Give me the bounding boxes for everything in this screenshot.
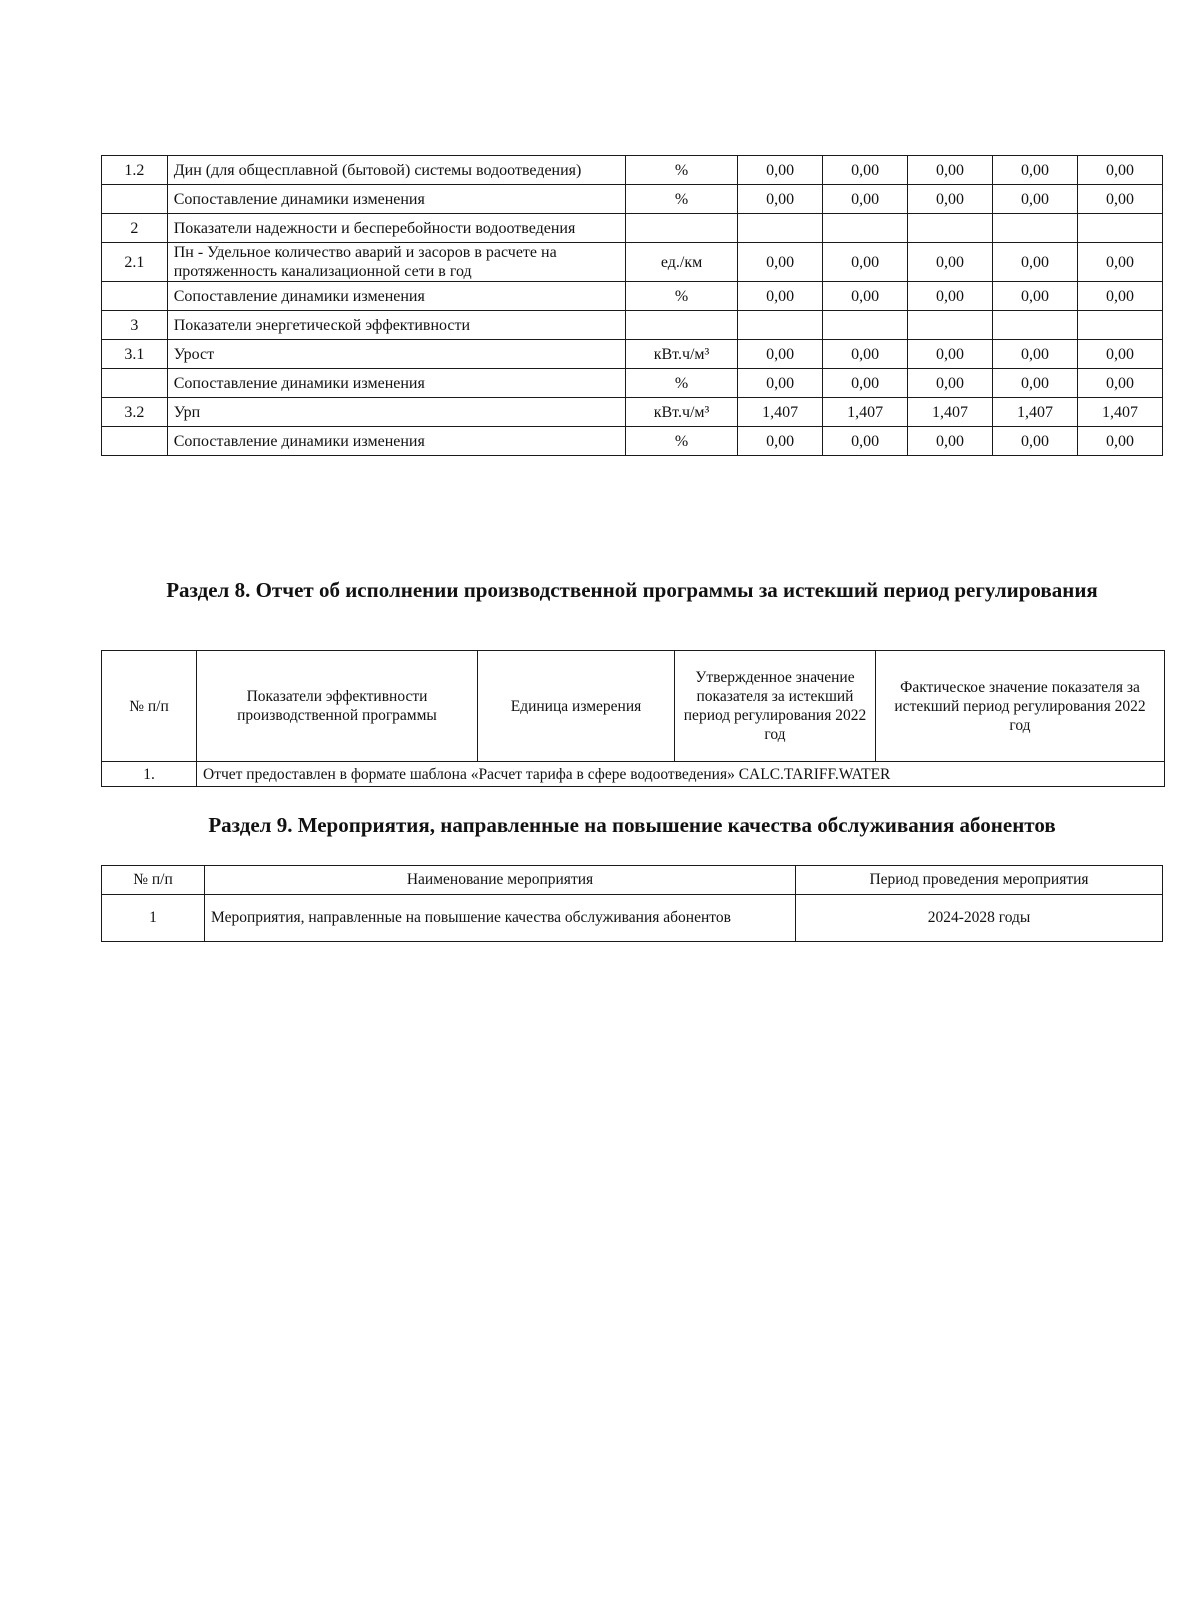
indicator-name: Сопоставление динамики изменения (167, 185, 625, 214)
value-cell: 0,00 (993, 185, 1078, 214)
section-8-header-indicator: Показатели эффективности производственной программы (197, 651, 478, 762)
value-cell (993, 214, 1078, 243)
value-cell: 1,407 (823, 398, 908, 427)
row-number (102, 185, 168, 214)
value-cell: 0,00 (1077, 369, 1162, 398)
section-9-row-num: 1 (102, 895, 205, 942)
section-8-table (101, 650, 1165, 787)
unit-cell: % (625, 185, 737, 214)
value-cell: 1,407 (993, 398, 1078, 427)
value-cell: 0,00 (738, 427, 823, 456)
unit-cell: ед./км (625, 243, 737, 282)
indicator-name: Показатели энергетической эффективности (167, 311, 625, 340)
row-number (102, 282, 168, 311)
indicator-name: Дин (для общесплавной (бытовой) системы водоотведения) (167, 156, 625, 185)
value-cell: 0,00 (738, 156, 823, 185)
table-row (102, 311, 1163, 340)
value-cell: 0,00 (1077, 185, 1162, 214)
value-cell: 0,00 (823, 369, 908, 398)
value-cell: 0,00 (823, 185, 908, 214)
value-cell (1077, 214, 1162, 243)
section-9-row-period: 2024-2028 годы (796, 895, 1163, 942)
value-cell: 0,00 (993, 243, 1078, 282)
section-9-header-row (102, 866, 1163, 895)
unit-cell (625, 311, 737, 340)
value-cell: 0,00 (993, 369, 1078, 398)
table-row (102, 282, 1163, 311)
value-cell: 0,00 (908, 282, 993, 311)
value-cell: 0,00 (738, 282, 823, 311)
value-cell (993, 311, 1078, 340)
indicator-name: Показатели надежности и бесперебойности водоотведения (167, 214, 625, 243)
indicator-name: Урост (167, 340, 625, 369)
unit-cell: % (625, 156, 737, 185)
unit-cell: % (625, 282, 737, 311)
row-number: 2 (102, 214, 168, 243)
unit-cell: % (625, 369, 737, 398)
table-row (102, 156, 1163, 185)
value-cell: 0,00 (1077, 243, 1162, 282)
table-row (102, 340, 1163, 369)
section-8-header-num: № п/п (102, 651, 197, 762)
section-9-header-period: Период проведения мероприятия (796, 866, 1163, 895)
row-number (102, 369, 168, 398)
unit-cell: кВт.ч/м³ (625, 340, 737, 369)
table-row (102, 369, 1163, 398)
indicators-table (101, 155, 1163, 456)
value-cell: 1,407 (738, 398, 823, 427)
value-cell: 0,00 (908, 156, 993, 185)
value-cell (1077, 311, 1162, 340)
section-9-row-name: Мероприятия, направленные на повышение качества обслуживания абонентов (205, 895, 796, 942)
section-9-header-num: № п/п (102, 866, 205, 895)
indicator-name: Сопоставление динамики изменения (167, 282, 625, 311)
value-cell: 0,00 (993, 427, 1078, 456)
value-cell: 0,00 (738, 369, 823, 398)
indicator-name: Сопоставление динамики изменения (167, 369, 625, 398)
table-row (102, 214, 1163, 243)
row-number: 3.2 (102, 398, 168, 427)
table-row (102, 243, 1163, 282)
value-cell: 0,00 (823, 340, 908, 369)
unit-cell: % (625, 427, 737, 456)
indicators-table-body (102, 156, 1163, 456)
value-cell (908, 214, 993, 243)
unit-cell (625, 214, 737, 243)
section-8-row-num: 1. (102, 762, 197, 787)
value-cell: 0,00 (908, 243, 993, 282)
value-cell (823, 311, 908, 340)
section-9-header-name: Наименование мероприятия (205, 866, 796, 895)
unit-cell: кВт.ч/м³ (625, 398, 737, 427)
table-row (102, 185, 1163, 214)
value-cell: 0,00 (823, 282, 908, 311)
value-cell: 0,00 (1077, 156, 1162, 185)
indicator-name: Пн - Удельное количество аварий и засоров в расчете на протяженность канализационной сети в год (167, 243, 625, 282)
section-9-table (101, 865, 1163, 942)
value-cell: 1,407 (908, 398, 993, 427)
section-8-header-actual: Фактическое значение показателя за истекший период регулирования 2022 год (876, 651, 1165, 762)
value-cell: 0,00 (908, 185, 993, 214)
row-number: 3 (102, 311, 168, 340)
value-cell: 0,00 (908, 340, 993, 369)
value-cell: 0,00 (908, 427, 993, 456)
indicator-name: Сопоставление динамики изменения (167, 427, 625, 456)
row-number (102, 427, 168, 456)
row-number: 2.1 (102, 243, 168, 282)
value-cell (738, 214, 823, 243)
section-8-row-text: Отчет предоставлен в формате шаблона «Расчет тарифа в сфере водоотведения» CALC.TARIFF.WATER (197, 762, 1165, 787)
table-row (102, 398, 1163, 427)
value-cell: 0,00 (993, 340, 1078, 369)
row-number: 1.2 (102, 156, 168, 185)
value-cell: 0,00 (993, 282, 1078, 311)
value-cell (823, 214, 908, 243)
table-row (102, 762, 1165, 787)
section-8-header-unit: Единица измерения (478, 651, 675, 762)
section-8-header-approved: Утвержденное значение показателя за истекший период регулирования 2022 год (675, 651, 876, 762)
value-cell: 0,00 (738, 185, 823, 214)
value-cell (908, 311, 993, 340)
value-cell: 1,407 (1077, 398, 1162, 427)
indicator-name: Урп (167, 398, 625, 427)
value-cell: 0,00 (738, 243, 823, 282)
value-cell: 0,00 (993, 156, 1078, 185)
value-cell: 0,00 (1077, 340, 1162, 369)
row-number: 3.1 (102, 340, 168, 369)
section-8-title: Раздел 8. Отчет об исполнении производственной программы за истекший период регулирования (166, 578, 1098, 602)
value-cell: 0,00 (738, 340, 823, 369)
value-cell: 0,00 (908, 369, 993, 398)
value-cell: 0,00 (823, 156, 908, 185)
value-cell (738, 311, 823, 340)
value-cell: 0,00 (823, 427, 908, 456)
value-cell: 0,00 (1077, 427, 1162, 456)
table-row (102, 427, 1163, 456)
section-9-title: Раздел 9. Мероприятия, направленные на повышение качества обслуживания абонентов (208, 813, 1056, 837)
value-cell: 0,00 (823, 243, 908, 282)
table-row (102, 895, 1163, 942)
value-cell: 0,00 (1077, 282, 1162, 311)
section-8-header-row (102, 651, 1165, 762)
